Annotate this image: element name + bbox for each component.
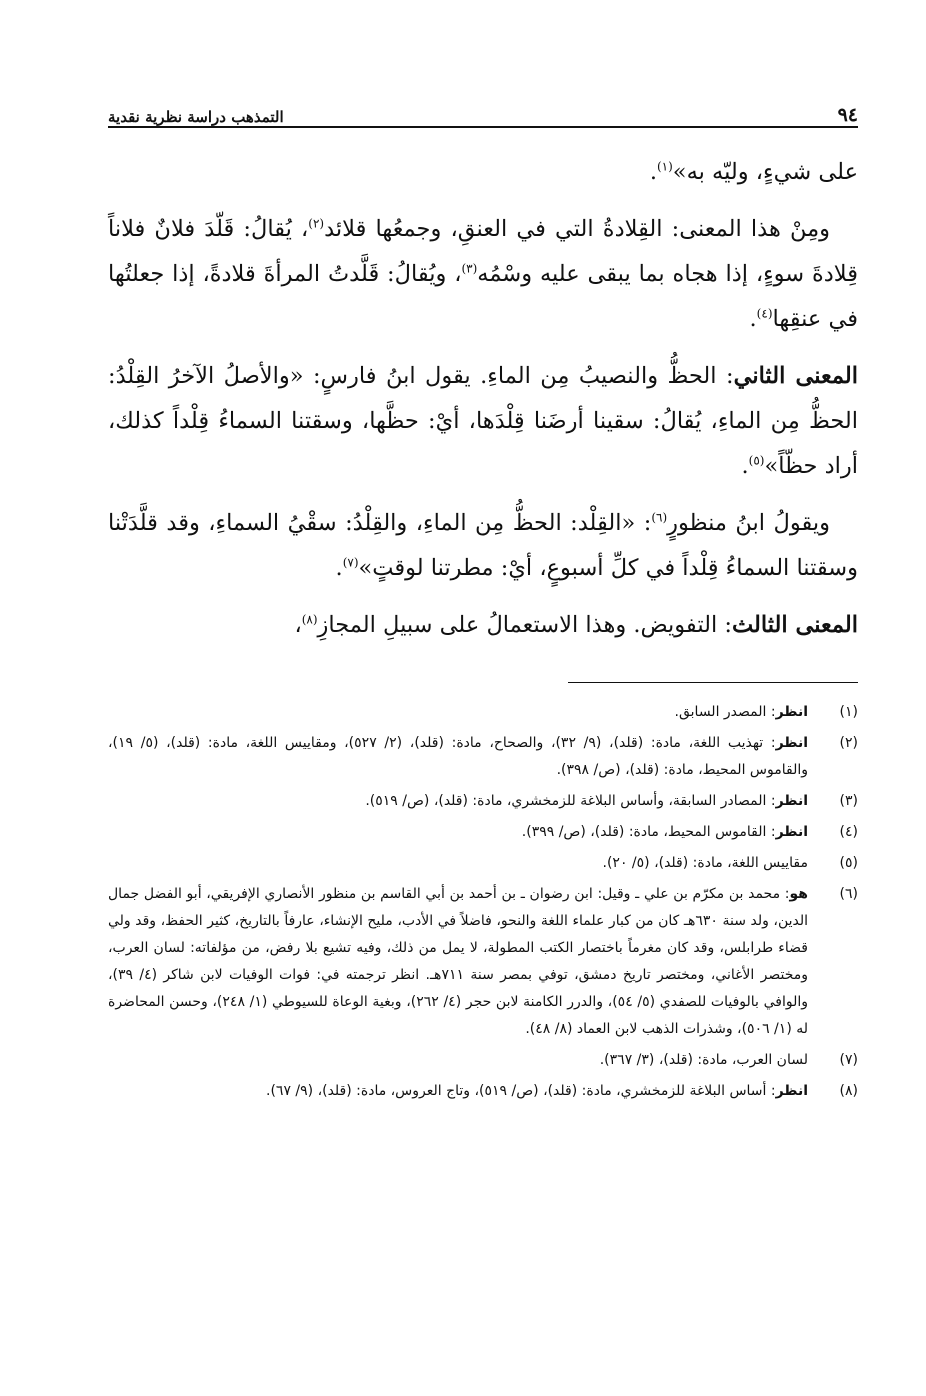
footnote-5 (108, 850, 858, 877)
footnote-lead: انظر (775, 793, 808, 809)
footnote-ref-4: (٤) (756, 306, 773, 321)
footnote-body: : المصدر السابق. (674, 704, 776, 720)
text-run: . (649, 159, 657, 185)
footnote-text (108, 1047, 808, 1074)
text-run: : الحظُّ والنصيبُ مِن الماءِ. يقول ابنُ فارسٍ: «والأصلُ الآخرُ القِلْدُ: الحظُّ مِن الماءِ، يُقالُ: سقينا أرضَنا قِلْدَها، أيْ: حظَّها، وسقتنا السماءُ قِلْداً كذلك، أراد حظّاً» (108, 363, 858, 479)
text-run: : التفويض. وهذا الاستعمالُ على سبيلِ المجازِ (317, 612, 732, 638)
footnote-8 (108, 1078, 858, 1105)
text-run: على شيءٍ، وليّه به» (672, 159, 858, 185)
footnote-4 (108, 819, 858, 846)
footnote-ref-3: (٣) (461, 261, 478, 276)
footnote-text (108, 819, 808, 846)
text-run: . (741, 453, 749, 479)
footnotes (108, 699, 858, 1105)
footnote-3 (108, 788, 858, 815)
footnote-text (108, 881, 808, 1043)
footnote-text (108, 699, 808, 726)
running-title: التمذهب دراسة نظرية نقدية (108, 108, 284, 126)
footnote-body: مقاييس اللغة، مادة: (قلد)، (٥/ ٢٠). (602, 855, 808, 871)
text-run: ومِنْ هذا المعنى: القِلادةُ التي في العنقِ، وجمعُها قلائد (324, 216, 830, 242)
footnote-2 (108, 730, 858, 784)
footnote-number: (٧) (839, 1052, 858, 1068)
footnote-ref-6: (٦) (651, 510, 668, 525)
footnote-text (108, 850, 808, 877)
text-run: ، يُقالُ: قَلّدَ فلانٌ فلاناً قِلادةَ سوءٍ، إذا هجاه بما يبقى عليه وسْمُه (108, 216, 858, 287)
paragraph-4 (108, 501, 858, 591)
footnote-text (108, 1078, 808, 1105)
footnote-text (108, 730, 808, 784)
footnote-number: (٦) (839, 886, 858, 902)
footnote-ref-1: (١) (656, 159, 673, 174)
footnote-body: : تهذيب اللغة، مادة: (قلد)، (٩/ ٣٢)، والصحاح، مادة: (قلد)، (٢/ ٥٢٧)، ومقاييس اللغة، مادة: (قلد)، (٥/ ١٩)، والقاموس المحيط، مادة: (قلد)، (ص/ ٣٩٨). (108, 735, 808, 778)
footnote-lead: هو (789, 886, 808, 902)
footnote-7 (108, 1047, 858, 1074)
footnote-body: : محمد بن مكرّم بن علي ـ وقيل: ابن رضوان ـ بن أحمد بن أبي القاسم بن منظور الأنصاري الإفريقي، أبو الفضل جمال الدين، ولد سنة ٦٣٠هـ كان من كبار علماء اللغة والنحو، فاضلاً في الأدب، مليح الإنشاء، عارفاً بالتاريخ، كثير الحفظ، وقد ولي قضاء طرابلس، وقد كان مغرماً باختصار الكتب المطولة، لا يمل من ذلك، وفيه تشيع بلا رفض، من مؤلفاته: لسان العرب، ومختصر الأغاني، ومختصر تاريخ دمشق، توفي بمصر سنة ٧١١هـ. انظر ترجمته في: فوات الوفيات لابن شاكر (٤/ ٣٩)، والوافي بالوفيات للصفدي (٥/ ٥٤)، والدرر الكامنة لابن حجر (٤/ ٢٦٢)، وبغية الوعاة للسيوطي (١/ ٢٤٨)، وحسن المحاضرة له (١/ ٥٠٦)، وشذرات الذهب لابن العماد (٨/ ٤٨). (108, 886, 809, 1037)
footnote-lead: انظر (775, 1083, 808, 1099)
section-heading-second-meaning: المعنى الثاني (733, 363, 858, 389)
paragraph-2 (108, 207, 858, 342)
footnote-number: (٢) (839, 735, 858, 751)
footnote-separator (568, 682, 858, 683)
footnote-body: : أساس البلاغة للزمخشري، مادة: (قلد)، (ص/ ٥١٩)، وتاج العروس، مادة: (قلد)، (٩/ ٦٧). (266, 1083, 776, 1099)
footnote-lead: انظر (775, 704, 808, 720)
paragraph-1 (108, 150, 858, 195)
paragraph-5 (108, 603, 858, 648)
footnote-number: (١) (839, 704, 858, 720)
text-run: ويقولُ ابنُ منظورٍ (667, 510, 830, 536)
page-number: ٩٤ (837, 104, 858, 126)
footnote-number: (٤) (839, 824, 858, 840)
footnote-ref-8: (٨) (301, 612, 318, 627)
text-run: : «القِلْد: الحظُّ مِن الماءِ، والقِلْدُ: سقْيُ السماءِ، وقد قلَّدَتْنا وسقتنا السماءُ قِلْداً في كلِّ أسبوعٍ، أيْ: مطرتنا لوقتٍ» (108, 510, 858, 581)
footnote-ref-5: (٥) (748, 453, 765, 468)
footnote-ref-2: (٢) (308, 216, 325, 231)
footnote-6 (108, 881, 858, 1043)
footnote-1 (108, 699, 858, 726)
footnote-number: (٨) (839, 1083, 858, 1099)
footnote-number: (٥) (839, 855, 858, 871)
footnote-lead: انظر (775, 824, 808, 840)
text-run: . (749, 306, 757, 332)
footnote-body: لسان العرب، مادة: (قلد)، (٣/ ٣٦٧). (599, 1052, 808, 1068)
main-text (108, 150, 858, 648)
page-header (108, 92, 858, 128)
book-page (108, 92, 858, 1109)
text-run: ، ويُقالُ: قَلَّدتُ المرأةَ قلادةً، إذا جعلتُها في عنقِها (108, 261, 858, 332)
footnote-lead: انظر (775, 735, 808, 751)
text-run: . (335, 555, 343, 581)
footnote-text (108, 788, 808, 815)
footnote-ref-7: (٧) (342, 555, 359, 570)
paragraph-3 (108, 354, 858, 489)
footnote-number: (٣) (839, 793, 858, 809)
footnote-body: : المصادر السابقة، وأساس البلاغة للزمخشري، مادة: (قلد)، (ص/ ٥١٩). (365, 793, 776, 809)
footnote-body: : القاموس المحيط، مادة: (قلد)، (ص/ ٣٩٩). (521, 824, 776, 840)
section-heading-third-meaning: المعنى الثالث (731, 612, 858, 638)
text-run: ، (294, 612, 302, 638)
